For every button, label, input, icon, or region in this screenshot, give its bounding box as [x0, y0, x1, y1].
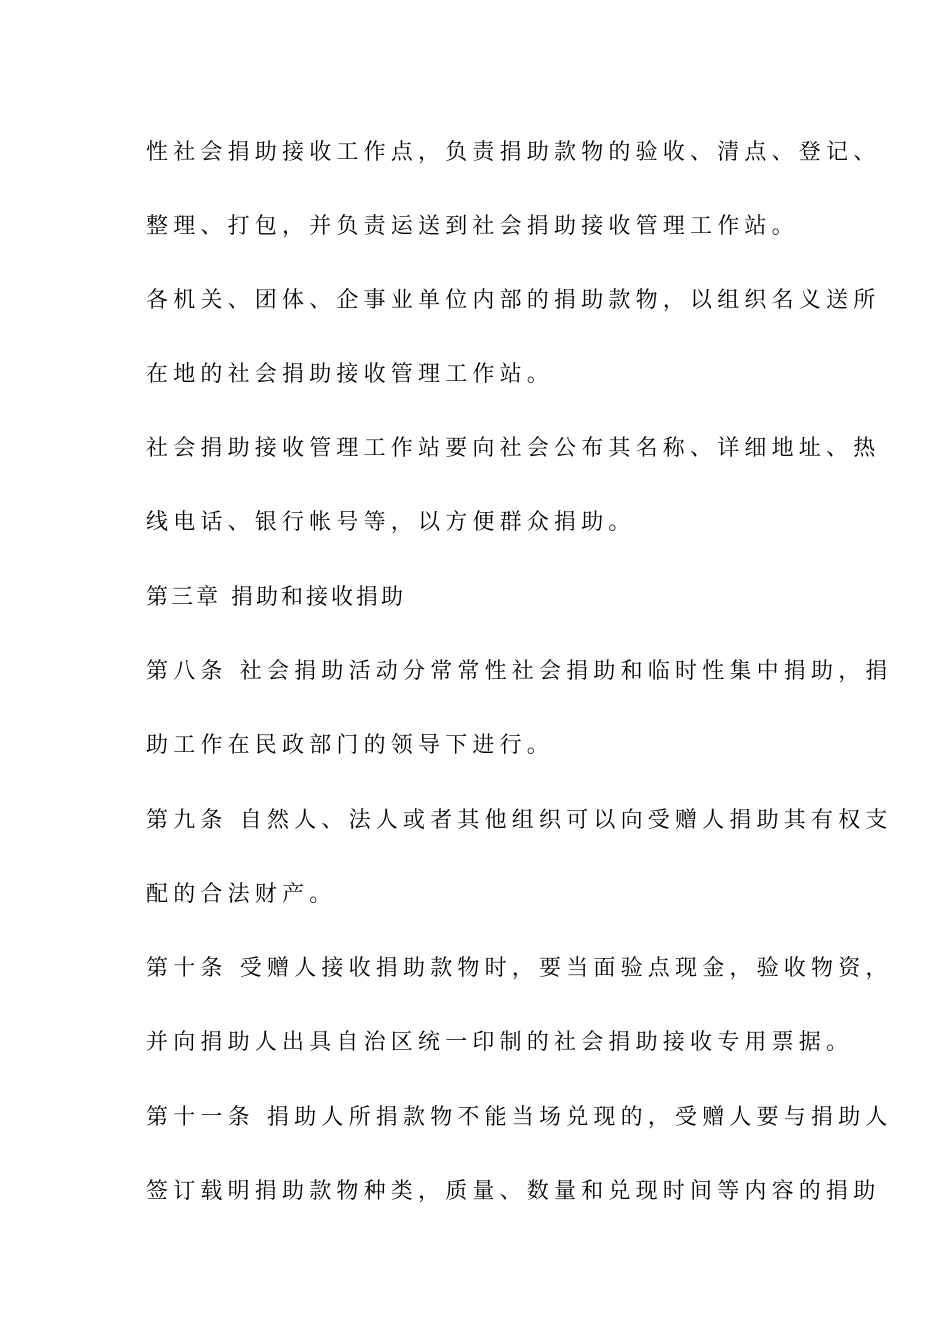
chapter-heading: 第三章 捐助和接收捐助 — [146, 585, 406, 610]
text-line-2: 整理、打包，并负责运送到社会捐助接收管理工作站。 — [146, 214, 799, 239]
article-10-line-1: 第十条 受赠人接收捐助款物时，要当面验点现金，验收物资， — [146, 956, 893, 981]
article-11-line-1: 第十一条 捐助人所捐款物不能当场兑现的，受赠人要与捐助人 — [146, 1105, 893, 1130]
article-10-line-2: 并向捐助人出具自治区统一印制的社会捐助接收专用票据。 — [146, 1030, 854, 1055]
article-8-line-2: 助工作在民政部门的领导下进行。 — [146, 733, 555, 758]
article-8-line-1: 第八条 社会捐助活动分常常性社会捐助和临时性集中捐助，捐 — [146, 659, 893, 684]
text-line-4: 在地的社会捐助接收管理工作站。 — [146, 362, 555, 387]
text-line-3: 各机关、团体、企事业单位内部的捐助款物，以组织名义送所 — [146, 288, 881, 313]
article-9-line-2: 配的合法财产。 — [146, 882, 337, 907]
text-line-1: 性社会捐助接收工作点，负责捐助款物的验收、清点、登记、 — [146, 140, 881, 165]
text-line-5: 社会捐助接收管理工作站要向社会公布其名称、详细地址、热 — [146, 436, 881, 461]
article-11-line-2: 签订载明捐助款物种类，质量、数量和兑现时间等内容的捐助 — [146, 1179, 881, 1204]
article-9-line-1: 第九条 自然人、法人或者其他组织可以向受赠人捐助其有权支 — [146, 808, 893, 833]
text-line-6: 线电话、银行帐号等，以方便群众捐助。 — [146, 510, 636, 535]
